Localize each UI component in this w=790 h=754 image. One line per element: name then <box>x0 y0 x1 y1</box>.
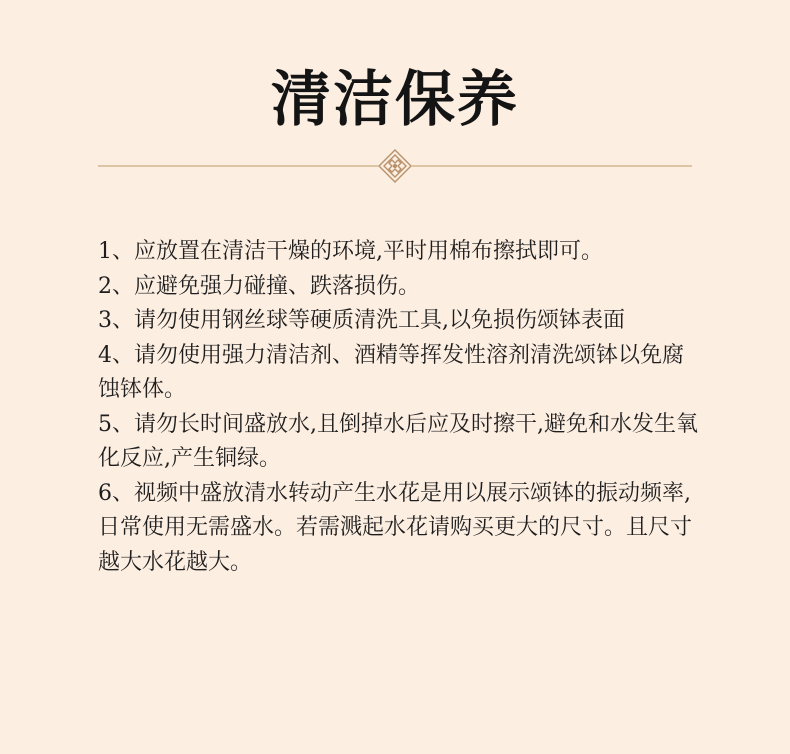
care-item-3: 3、请勿使用钢丝球等硬质清洗工具,以免损伤颂钵表面 <box>98 308 625 333</box>
page-title: 清洁保养 <box>271 65 519 135</box>
care-item-1: 1、应放置在清洁干燥的环境,平时用棉布擦拭即可。 <box>98 239 603 264</box>
ornamental-divider <box>98 148 692 184</box>
care-instructions <box>98 235 703 580</box>
care-item-2: 2、应避免强力碰撞、跌落损伤。 <box>98 273 420 299</box>
care-item-6: 6、视频中盛放清水转动产生水花是用以展示颂钵的振动频率, 日常使用无需盛水。若需溅起水花请购买更大的尺寸。且尺寸越大水花越大。 <box>98 480 693 575</box>
care-item-4: 4、请勿使用强力清洁剂、酒精等挥发性溶剂清洗颂钵以免腐蚀钵体。 <box>98 342 684 402</box>
chinese-lattice-diamond-icon <box>379 150 411 182</box>
care-item-5: 5、请勿长时间盛放水,且倒掉水后应及时擦干,避免和水发生氧化反应,产生铜绿。 <box>98 411 698 471</box>
divider-graphic <box>98 148 692 184</box>
